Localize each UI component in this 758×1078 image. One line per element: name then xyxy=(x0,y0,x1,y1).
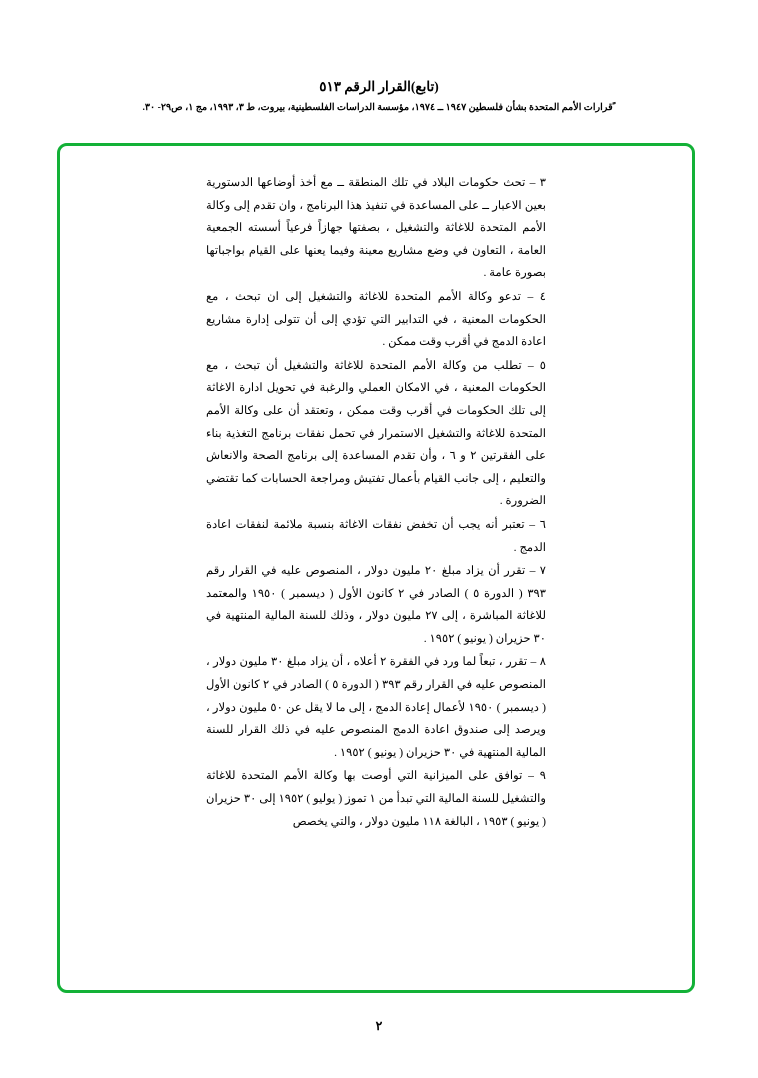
paragraph-clause-6: ٦ – تعتبر أنه يجب أن تخفض نفقات الاغاثة بنسبة ملائمة لنفقات اعادة الدمج . xyxy=(206,517,546,554)
paragraph-clause-4: ٤ – تدعو وكالة الأمم المتحدة للاغاثة والتشغيل إلى ان تبحث ، مع الحكومات المعنية ، في التدابير التي تؤدي إلى أن تتولى إدارة مشاريع اعادة الدمج في أقرب وقت ممكن . xyxy=(206,289,546,349)
page-title: (تابع)القرار الرقم ٥١٣ xyxy=(319,79,439,94)
footer-page-number: ٢ xyxy=(375,1019,383,1033)
document-header xyxy=(0,78,758,114)
resolution-text-column xyxy=(206,172,546,833)
paragraph-clause-5: ٥ – تطلب من وكالة الأمم المتحدة للاغاثة والتشغيل أن تبحث ، مع الحكومات المعنية ، في الامكان العملي والرغبة في تحويل ادارة الاغاثة إلى تلك الحكومات في أقرب وقت ممكن ، وتعتقد أن على وكالة الأمم المتحدة للاغاثة والتشغيل الاستمرار في تحمل نفقات برنامج التغذية بناء على الفقرتين ٢ و ٦ ، وأن تقدم المساعدة إلى برنامج الصحة والانعاش والتعليم ، إلى جانب القيام بأعمال تفتيش ومراجعة الحسابات كما تقتضي الضرورة . xyxy=(206,358,546,508)
paragraph-clause-8: ٨ – تقرر ، تبعاً لما ورد في الفقرة ٢ أعلاه ، أن يزاد مبلغ ٣٠ مليون دولار ، المنصوص عليه في القرار رقم ٣٩٣ ( الدورة ٥ ) الصادر في ٢ كانون الأول ( ديسمبر ) ١٩٥٠ لأعمال إعادة الدمج ، إلى ما لا يقل عن ٥٠ مليون دولار ، ويرصد إلى صندوق اعادة الدمج المنصوص عليه في ذلك القرار للسنة المالية المنتهية في ٣٠ حزيران ( يونيو ) ١٩٥٢ . xyxy=(206,655,547,759)
paragraph-clause-7: ٧ – تقرر أن يزاد مبلغ ٢٠ مليون دولار ، المنصوص عليه في القرار رقم ٣٩٣ ( الدورة ٥ ) الصادر في ٢ كانون الأول ( ديسمبر ) ١٩٥٠ والمعتمد للاغاثة المباشرة ، إلى ٢٧ مليون دولار ، وذلك للسنة المالية المنتهية في ٣٠ حزيران ( يونيو ) ١٩٥٢ . xyxy=(206,564,546,645)
paragraph-clause-3: ٣ – تحث حكومات البلاد في تلك المنطقة ــ مع أخذ أوضاعها الدستورية بعين الاعبار ــ على المساعدة في تنفيذ هذا البرنامج ، وان تقدم إلى وكالة الأمم المتحدة للاغاثة والتشغيل ، بصفتها جهازاً فرعياً أسسته الجمعية العامة ، التعاون في وضع مشاريع معينة وفيما يعنها على القيام بواجباتها بصورة عامة . xyxy=(206,176,546,280)
source-citation: ﹰقرارات الأمم المتحدة بشأن فلسطين ١٩٤٧ ــ ١٩٧٤، مؤسسة الدراسات الفلسطينية، بيروت، ط ٣، ١٩٩٣، مج ١، ص٢٩- ٣٠. xyxy=(142,101,616,113)
frame-content-area xyxy=(60,146,692,990)
green-border-frame xyxy=(57,143,695,993)
paragraph-clause-9: ٩ – توافق على الميزانية التي أوصت بها وكالة الأمم المتحدة للاغاثة والتشغيل للسنة المالية التي تبدأ من ١ تموز ( يوليو ) ١٩٥٢ إلى ٣٠ حزيران ( يونيو ) ١٩٥٣ ، البالغة ١١٨ مليون دولار ، والتي يخصص xyxy=(206,769,546,828)
